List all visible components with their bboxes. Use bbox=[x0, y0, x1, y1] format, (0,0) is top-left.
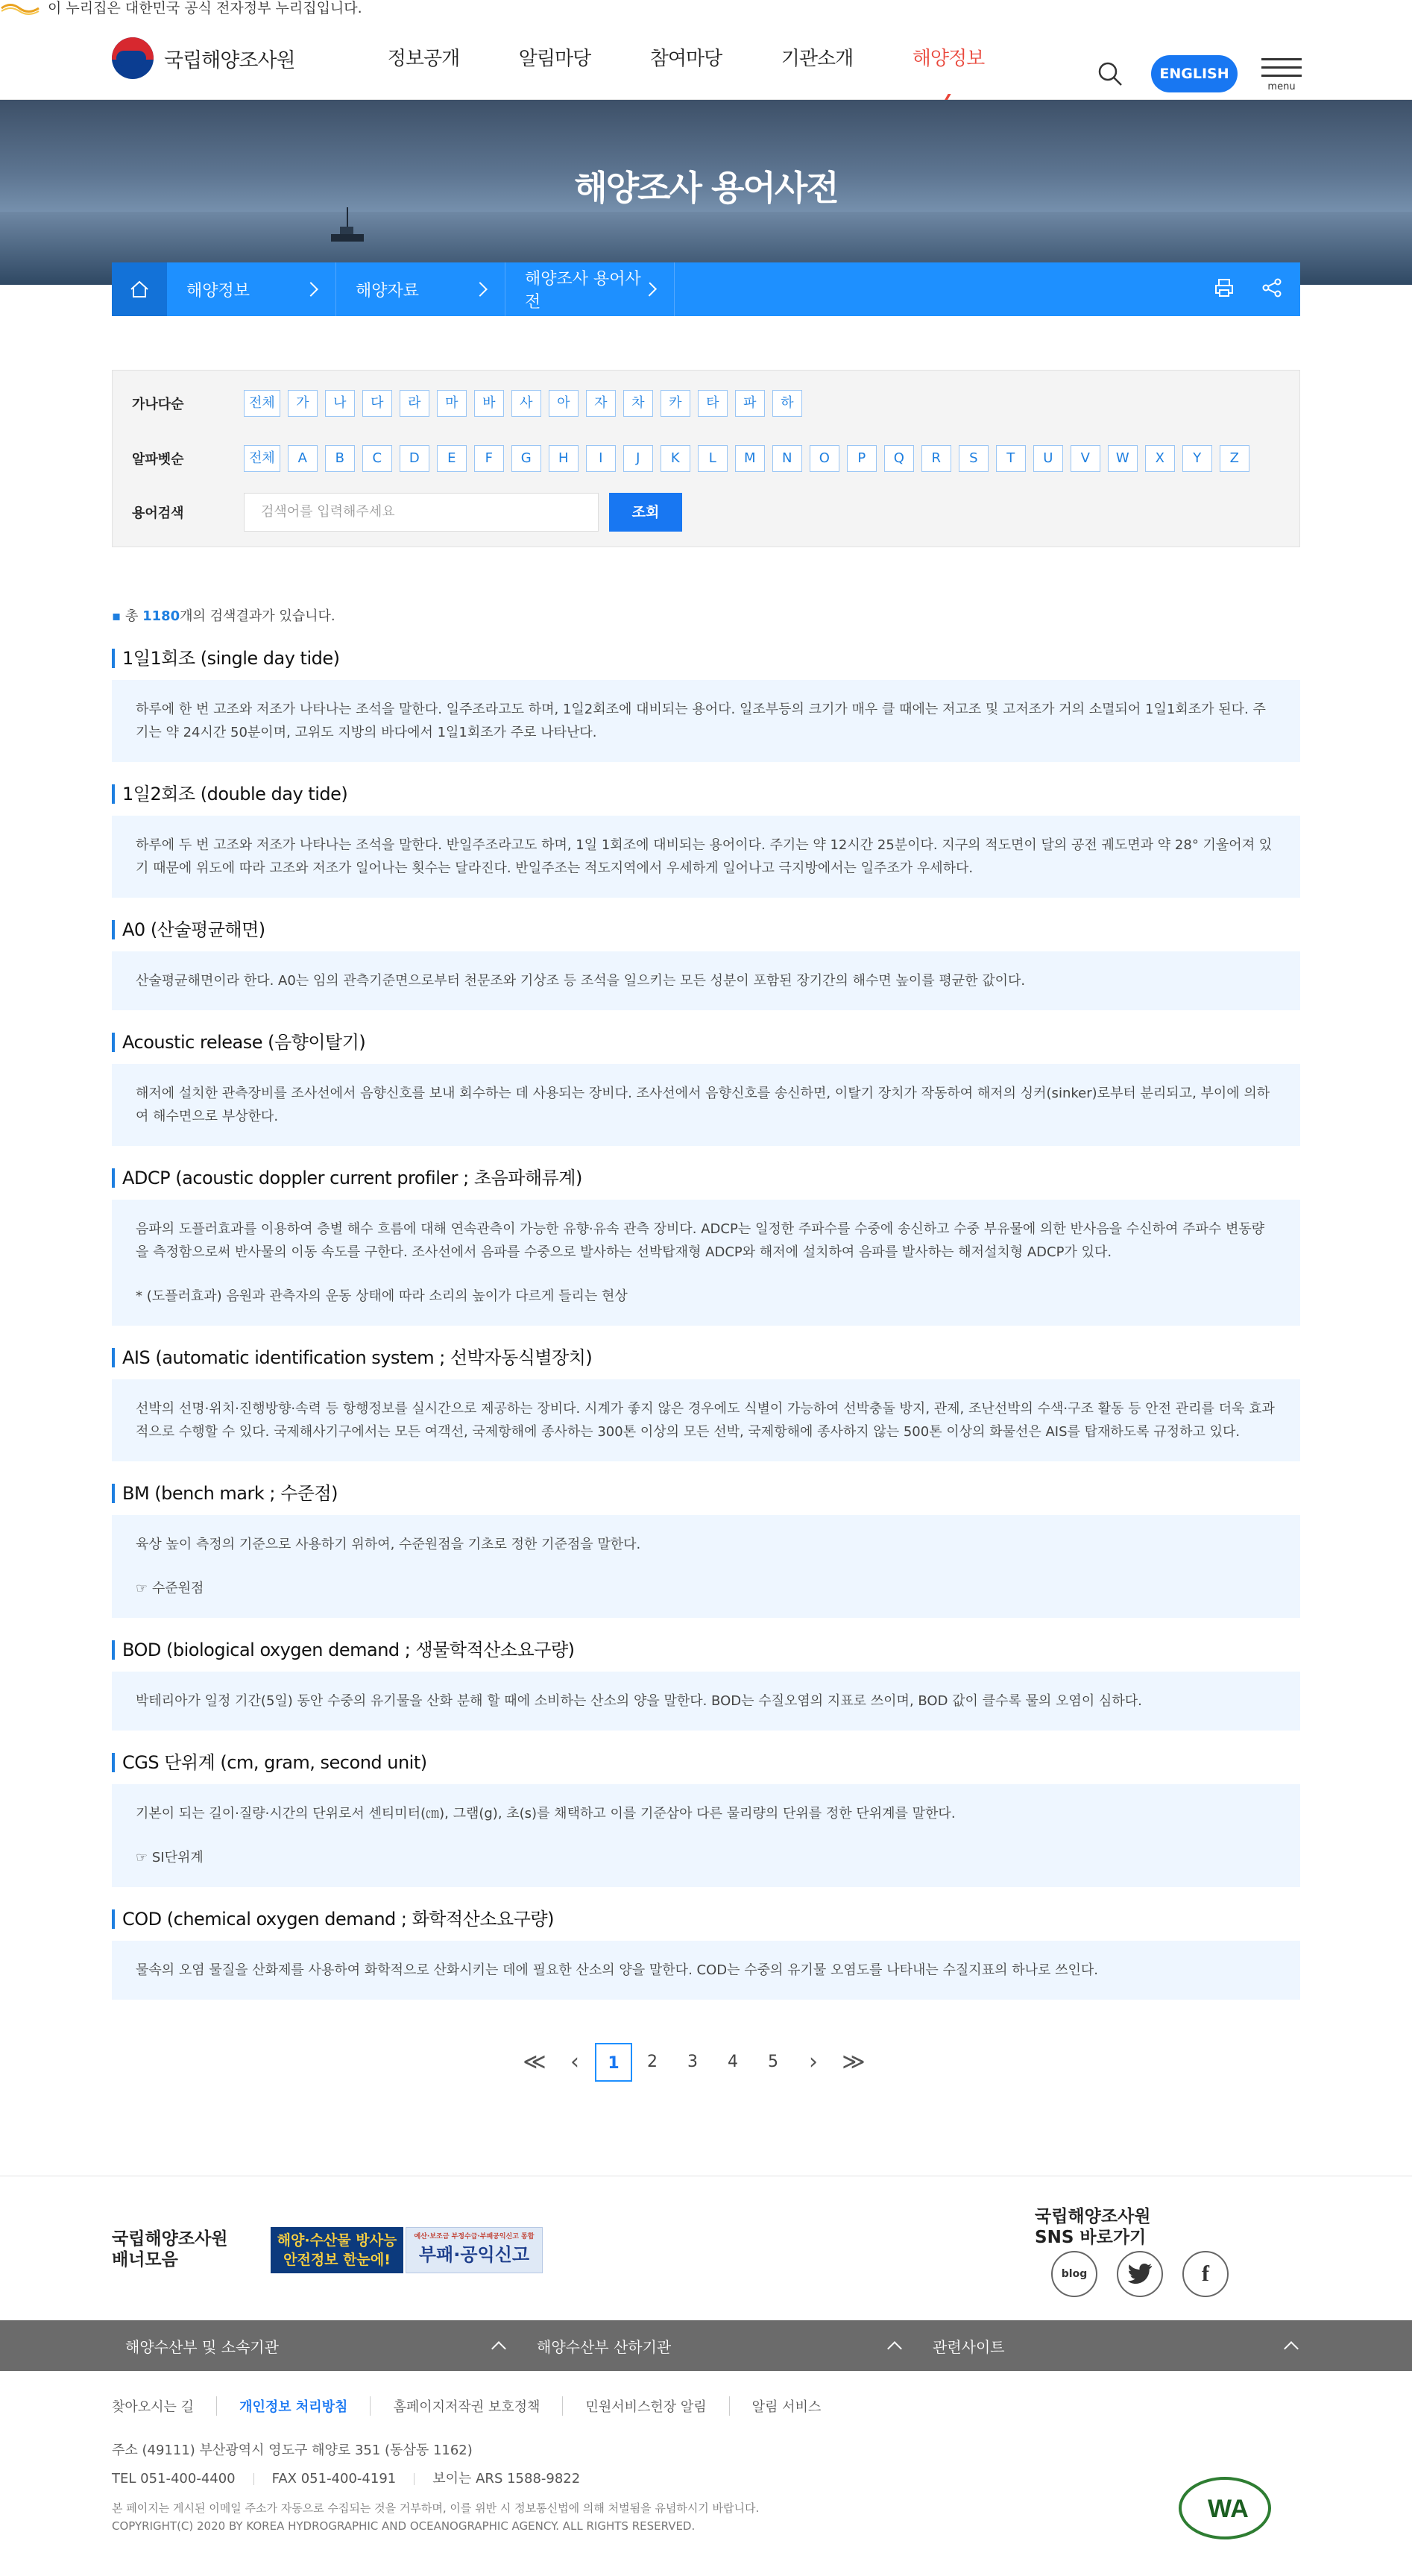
main-nav bbox=[358, 43, 1014, 73]
korean-index-하[interactable]: 하 bbox=[772, 390, 802, 417]
korean-index-타[interactable]: 타 bbox=[698, 390, 728, 417]
related-term-link[interactable]: ☞ 수준원점 bbox=[136, 1581, 204, 1596]
term-item bbox=[112, 1033, 1300, 1146]
alpha-index-row bbox=[132, 445, 1249, 472]
alpha-index-K[interactable]: K bbox=[661, 445, 690, 472]
term-paragraph: 음파의 도플러효과를 이용하여 층별 해수 흐름에 대해 연속관측이 가능한 유향·유속 관측 장비다. ADCP는 일정한 주파수를 수중에 송신하고 수중 부유물에 의한 반사음을 수신하여 주파수 변동량을 측정함으로써 반사물의 이동 속도를 구한다. 조사선에서 음파를 수중으로 발사하는 선박탑재형 ADCP와 해저에 설치하여 음파를 발사하는 해저설치형 ADCP가 있다. bbox=[136, 1221, 1265, 1260]
term-item bbox=[112, 1484, 1300, 1618]
page-1[interactable]: 1 bbox=[595, 2043, 632, 2082]
twitter-icon[interactable] bbox=[1117, 2251, 1163, 2297]
term-paragraph: 산술평균해면이라 한다. A0는 임의 관측기준면으로부터 천문조와 기상조 등 조석을 일으키는 모든 성분이 포함된 장기간의 해수면 높이를 평균한 값이다. bbox=[136, 973, 1026, 989]
term-description bbox=[112, 680, 1300, 762]
page-5[interactable]: 5 bbox=[768, 2053, 778, 2071]
share-icon[interactable] bbox=[1261, 277, 1282, 298]
term-list bbox=[112, 649, 1300, 2022]
term-description bbox=[112, 1941, 1300, 2000]
search-label: 용어검색 bbox=[132, 506, 184, 521]
breadcrumb-ocean-info[interactable]: 해양정보 bbox=[167, 262, 336, 316]
term-description bbox=[112, 1515, 1300, 1618]
alpha-index-Z[interactable]: Z bbox=[1220, 445, 1249, 472]
home-button[interactable] bbox=[112, 262, 167, 316]
alpha-index-R[interactable]: R bbox=[921, 445, 951, 472]
nav-item-info-disclosure[interactable]: 정보공개 bbox=[387, 48, 460, 70]
footer-tel: TEL 051-400-4400 bbox=[112, 2471, 236, 2487]
related-term-link[interactable]: ☞ SI단위계 bbox=[136, 1850, 204, 1865]
footer-address: 주소 (49111) 부산광역시 영도구 해양로 351 (동삼동 1162) bbox=[112, 2443, 473, 2458]
alpha-index-Y[interactable]: Y bbox=[1182, 445, 1212, 472]
alpha-index-chips bbox=[244, 445, 1249, 472]
alpha-index-G[interactable]: G bbox=[511, 445, 541, 472]
term-description bbox=[112, 1200, 1300, 1326]
footer-link-copyright[interactable]: 홈페이지저작권 보호정책 bbox=[370, 2396, 562, 2416]
breadcrumb bbox=[112, 262, 1300, 316]
footer-ars: 보이는 ARS 1588-9822 bbox=[432, 2471, 581, 2487]
footer-fax: FAX 051-400-4191 bbox=[271, 2471, 397, 2487]
next-page-button[interactable]: › bbox=[809, 2049, 818, 2075]
chevron-right-icon bbox=[303, 282, 318, 297]
korean-index-row bbox=[132, 390, 802, 417]
term-item bbox=[112, 1753, 1300, 1887]
chevron-up-icon bbox=[887, 2341, 902, 2356]
breadcrumb-glossary[interactable]: 해양조사 용어사전 bbox=[505, 262, 675, 316]
term-title: BOD (biological oxygen demand ; 생물학적산소요구량) bbox=[112, 1640, 1300, 1660]
alpha-index-U[interactable]: U bbox=[1033, 445, 1063, 472]
alpha-index-W[interactable]: W bbox=[1108, 445, 1138, 472]
term-title: 1일1회조 (single day tide) bbox=[112, 649, 1300, 668]
term-paragraph: 선박의 선명·위치·진행방향·속력 등 항행정보를 실시간으로 제공하는 장비다. 시계가 좋지 않은 경우에도 식별이 가능하여 선박충돌 방지, 관제, 조난선박의 수색·구조 활동 등 안전 관리를 더욱 효과적으로 수행할 수 있다. 국제해사기구에서는 모든 여객선, 국제항해에 종사하는 300톤 이상의 모든 선박, 국제항해에 종사하지 않는 500톤 이상의 화물선은 AIS를 탑재하도록 규정하고 있다. bbox=[136, 1401, 1275, 1440]
term-title: Acoustic release (음향이탈기) bbox=[112, 1033, 1300, 1052]
family-site-mof[interactable]: 해양수산부 및 소속기관 bbox=[0, 2320, 522, 2371]
logo-text: 국립해양조사원 bbox=[164, 48, 295, 72]
alpha-index-A[interactable]: A bbox=[288, 445, 318, 472]
korean-index-다[interactable]: 다 bbox=[362, 390, 392, 417]
term-title: COD (chemical oxygen demand ; 화학적산소요구량) bbox=[112, 1909, 1300, 1929]
site-header bbox=[0, 16, 1412, 100]
result-count-number: 1180 bbox=[142, 608, 180, 624]
chevron-up-icon bbox=[1284, 2341, 1299, 2356]
term-paragraph: 박테리아가 일정 기간(5일) 동안 수중의 유기물을 산화 분해 할 때에 소비하는 산소의 양을 말한다. BOD는 수질오염의 지표로 쓰이며, BOD 값이 클수록 물의 오염이 심하다. bbox=[136, 1693, 1142, 1709]
alpha-index-S[interactable]: S bbox=[959, 445, 989, 472]
svg-text:WA: WA bbox=[1208, 2495, 1249, 2523]
korean-index-파[interactable]: 파 bbox=[735, 390, 765, 417]
alpha-index-all[interactable]: 전체 bbox=[244, 445, 280, 472]
menu-label: menu bbox=[1267, 81, 1296, 92]
alpha-index-P[interactable]: P bbox=[847, 445, 877, 472]
korean-index-chips bbox=[244, 390, 802, 417]
alpha-index-J[interactable]: J bbox=[623, 445, 653, 472]
gov-banner-text: 이 누리집은 대한민국 공식 전자정부 누리집입니다. bbox=[48, 0, 362, 16]
term-item bbox=[112, 1909, 1300, 2000]
korean-index-라[interactable]: 라 bbox=[400, 390, 429, 417]
last-page-button[interactable]: ≫ bbox=[842, 2049, 866, 2075]
korean-index-마[interactable]: 마 bbox=[437, 390, 467, 417]
term-description bbox=[112, 1064, 1300, 1146]
page-3[interactable]: 3 bbox=[687, 2053, 698, 2071]
search-button[interactable]: 조회 bbox=[609, 493, 682, 532]
term-description bbox=[112, 816, 1300, 898]
term-paragraph: 물속의 오염 물질을 산화제를 사용하여 화학적으로 산화시키는 데에 필요한 산소의 양을 말한다. COD는 수중의 유기물 오염도를 나타내는 수질지표의 하나로 쓰인다. bbox=[136, 1962, 1098, 1978]
korean-index-카[interactable]: 카 bbox=[661, 390, 690, 417]
footer-links bbox=[112, 2396, 843, 2416]
korean-index-가[interactable]: 가 bbox=[288, 390, 318, 417]
prev-page-button[interactable]: ‹ bbox=[570, 2049, 579, 2075]
web-accessibility-mark-icon bbox=[1176, 2472, 1273, 2544]
nav-item-ocean-info[interactable]: 해양정보 bbox=[912, 48, 985, 70]
alpha-index-V[interactable]: V bbox=[1071, 445, 1100, 472]
hamburger-menu-button[interactable] bbox=[1261, 58, 1302, 92]
search-icon[interactable] bbox=[1097, 61, 1123, 86]
term-description bbox=[112, 1379, 1300, 1461]
nav-item-about[interactable]: 기관소개 bbox=[781, 48, 854, 70]
term-description bbox=[112, 1672, 1300, 1731]
sub-visual bbox=[0, 100, 1412, 285]
term-item bbox=[112, 1640, 1300, 1731]
footer-copyright bbox=[112, 2499, 759, 2535]
term-title: A0 (산술평균해면) bbox=[112, 920, 1300, 939]
alpha-index-Q[interactable]: Q bbox=[884, 445, 914, 472]
email-notice: 본 페이지는 게시된 이메일 주소가 자동으로 수집되는 것을 거부하며, 이를 위반 시 정보통신법에 의해 처벌됨을 유념하시기 바랍니다. bbox=[112, 2501, 760, 2515]
breadcrumb-ocean-data[interactable]: 해양자료 bbox=[336, 262, 505, 316]
term-paragraph: 기본이 되는 길이·질량·시간의 단위로서 센티미터(㎝), 그램(g), 초(s)를 채택하고 이를 기준삼아 다른 물리량의 단위를 정한 단위계를 말한다. bbox=[136, 1806, 956, 1821]
korean-index-바[interactable]: 바 bbox=[474, 390, 504, 417]
page-4[interactable]: 4 bbox=[728, 2053, 738, 2071]
term-paragraph: 육상 높이 측정의 기준으로 사용하기 위하여, 수준원점을 기초로 정한 기준점을 말한다. bbox=[136, 1537, 641, 1552]
korean-index-all[interactable]: 전체 bbox=[244, 390, 280, 417]
banner-title: 국립해양조사원 배너모음 bbox=[112, 2229, 228, 2270]
english-button[interactable]: ENGLISH bbox=[1151, 55, 1238, 92]
term-description bbox=[112, 1784, 1300, 1887]
page-2[interactable]: 2 bbox=[647, 2053, 658, 2071]
term-paragraph: * (도플러효과) 음원과 관측자의 운동 상태에 따라 소리의 높이가 다르게 들리는 현상 bbox=[136, 1288, 628, 1304]
alpha-index-I[interactable]: I bbox=[586, 445, 616, 472]
alpha-index-D[interactable]: D bbox=[400, 445, 429, 472]
term-item bbox=[112, 920, 1300, 1010]
taegeuk-logo-icon bbox=[112, 37, 154, 79]
term-paragraph: 해저에 설치한 관측장비를 조사선에서 음향신호를 보내 회수하는 데 사용되는 장비다. 조사선에서 음향신호를 송신하면, 이탈기 장치가 작동하여 해저의 싱커(sinker)로부터 분리되고, 부이에 의하여 해수면으로 부상한다. bbox=[136, 1086, 1270, 1124]
alpha-index-C[interactable]: C bbox=[362, 445, 392, 472]
gov-flag-icon bbox=[0, 1, 40, 15]
alpha-index-H[interactable]: H bbox=[549, 445, 579, 472]
alpha-index-E[interactable]: E bbox=[437, 445, 467, 472]
alpha-index-label: 알파벳순 bbox=[132, 452, 184, 467]
alpha-index-F[interactable]: F bbox=[474, 445, 504, 472]
term-title: BM (bench mark ; 수준점) bbox=[112, 1484, 1300, 1503]
glossary-filter bbox=[112, 370, 1300, 547]
alpha-index-M[interactable]: M bbox=[735, 445, 765, 472]
family-site-bar bbox=[0, 2320, 1412, 2371]
alpha-index-B[interactable]: B bbox=[325, 445, 355, 472]
alpha-index-N[interactable]: N bbox=[772, 445, 802, 472]
chevron-up-icon bbox=[491, 2341, 506, 2356]
korean-index-사[interactable]: 사 bbox=[511, 390, 541, 417]
term-item bbox=[112, 649, 1300, 762]
alpha-index-T[interactable]: T bbox=[996, 445, 1026, 472]
home-icon bbox=[130, 280, 149, 298]
alpha-index-O[interactable]: O bbox=[810, 445, 839, 472]
footer-link-privacy[interactable]: 개인정보 처리방침 bbox=[216, 2396, 370, 2416]
sns-title: 국립해양조사원 SNS 바로가기 bbox=[1035, 2207, 1151, 2247]
korean-index-label: 가나다순 bbox=[132, 397, 184, 412]
alpha-index-L[interactable]: L bbox=[698, 445, 728, 472]
term-title: AIS (automatic identification system ; 선박자동식별장치) bbox=[112, 1348, 1300, 1367]
first-page-button[interactable]: ≪ bbox=[523, 2049, 546, 2075]
term-title: CGS 단위계 (cm, gram, second unit) bbox=[112, 1753, 1300, 1772]
family-site-affiliates[interactable]: 해양수산부 산하기관 bbox=[522, 2320, 918, 2371]
corruption-report-banner[interactable]: 예산·보조금 부정수급·부패공익신고 통합 부패·공익신고 bbox=[406, 2227, 543, 2273]
footer-link-charter[interactable]: 민원서비스헌장 알림 bbox=[562, 2396, 728, 2416]
alpha-index-X[interactable]: X bbox=[1145, 445, 1175, 472]
facebook-icon[interactable]: f bbox=[1182, 2251, 1229, 2297]
search-input[interactable]: 검색어를 입력해주세요 bbox=[244, 493, 599, 532]
footer-link-alert[interactable]: 알림 서비스 bbox=[729, 2396, 844, 2416]
footer-banner-area bbox=[0, 2176, 1412, 2320]
nav-item-participation[interactable]: 참여마당 bbox=[649, 48, 722, 70]
term-item bbox=[112, 1168, 1300, 1326]
gov-banner bbox=[0, 0, 1412, 16]
result-count: ▪ 총 1180개의 검색결과가 있습니다. bbox=[112, 608, 335, 624]
page-title: 해양조사 용어사전 bbox=[574, 168, 838, 208]
family-site-related[interactable]: 관련사이트 bbox=[918, 2320, 1328, 2371]
korean-index-자[interactable]: 자 bbox=[586, 390, 616, 417]
pagination bbox=[514, 2043, 898, 2082]
term-title: ADCP (acoustic doppler current profiler ; 초음파해류계) bbox=[112, 1168, 1300, 1188]
term-item bbox=[112, 784, 1300, 898]
chevron-right-icon bbox=[473, 282, 488, 297]
footer-contact bbox=[112, 2437, 580, 2493]
term-title: 1일2회조 (double day tide) bbox=[112, 784, 1300, 804]
korean-index-차[interactable]: 차 bbox=[623, 390, 653, 417]
term-paragraph: 하루에 두 번 고조와 저조가 나타나는 조석을 말한다. 반일주조라고도 하며, 1일 1회조에 대비되는 용어이다. 주기는 약 12시간 25분이다. 지구의 적도면이 달의 공전 궤도면과 약 28° 기울어져 있기 때문에 위도에 따라 고조와 저조가 일어나는 횟수는 달라진다. 반일주조는 적도지역에서 우세하게 일어나고 극지방에서는 일주조가 우세하다. bbox=[136, 837, 1273, 876]
term-paragraph: 하루에 한 번 고조와 저조가 나타나는 조석을 말한다. 일주조라고도 하며, 1일2회조에 대비되는 용어다. 일조부등의 크기가 매우 클 때에는 저고조 및 고저조가 거의 소멸되어 1일1회조가 된다. 주기는 약 24시간 50분이며, 고위도 지방의 바다에서 1일1회조가 주로 나타난다. bbox=[136, 702, 1266, 740]
korean-index-나[interactable]: 나 bbox=[325, 390, 355, 417]
search-row bbox=[132, 493, 682, 532]
copyright-text: COPYRIGHT(C) 2020 BY KOREA HYDROGRAPHIC AND OCEANOGRAPHIC AGENCY. ALL RIGHTS RESERVED. bbox=[112, 2519, 696, 2533]
term-description bbox=[112, 951, 1300, 1010]
nav-item-notice[interactable]: 알림마당 bbox=[518, 48, 591, 70]
radiation-safety-banner[interactable]: 해양·수산물 방사능 안전정보 한눈에! bbox=[271, 2227, 403, 2273]
footer-link-directions[interactable]: 찾아오시는 길 bbox=[112, 2399, 195, 2415]
blog-icon[interactable]: blog bbox=[1051, 2251, 1097, 2297]
term-item bbox=[112, 1348, 1300, 1461]
boat-illustration bbox=[325, 204, 370, 249]
site-logo[interactable] bbox=[112, 37, 295, 79]
print-icon[interactable] bbox=[1214, 277, 1235, 298]
korean-index-아[interactable]: 아 bbox=[549, 390, 579, 417]
